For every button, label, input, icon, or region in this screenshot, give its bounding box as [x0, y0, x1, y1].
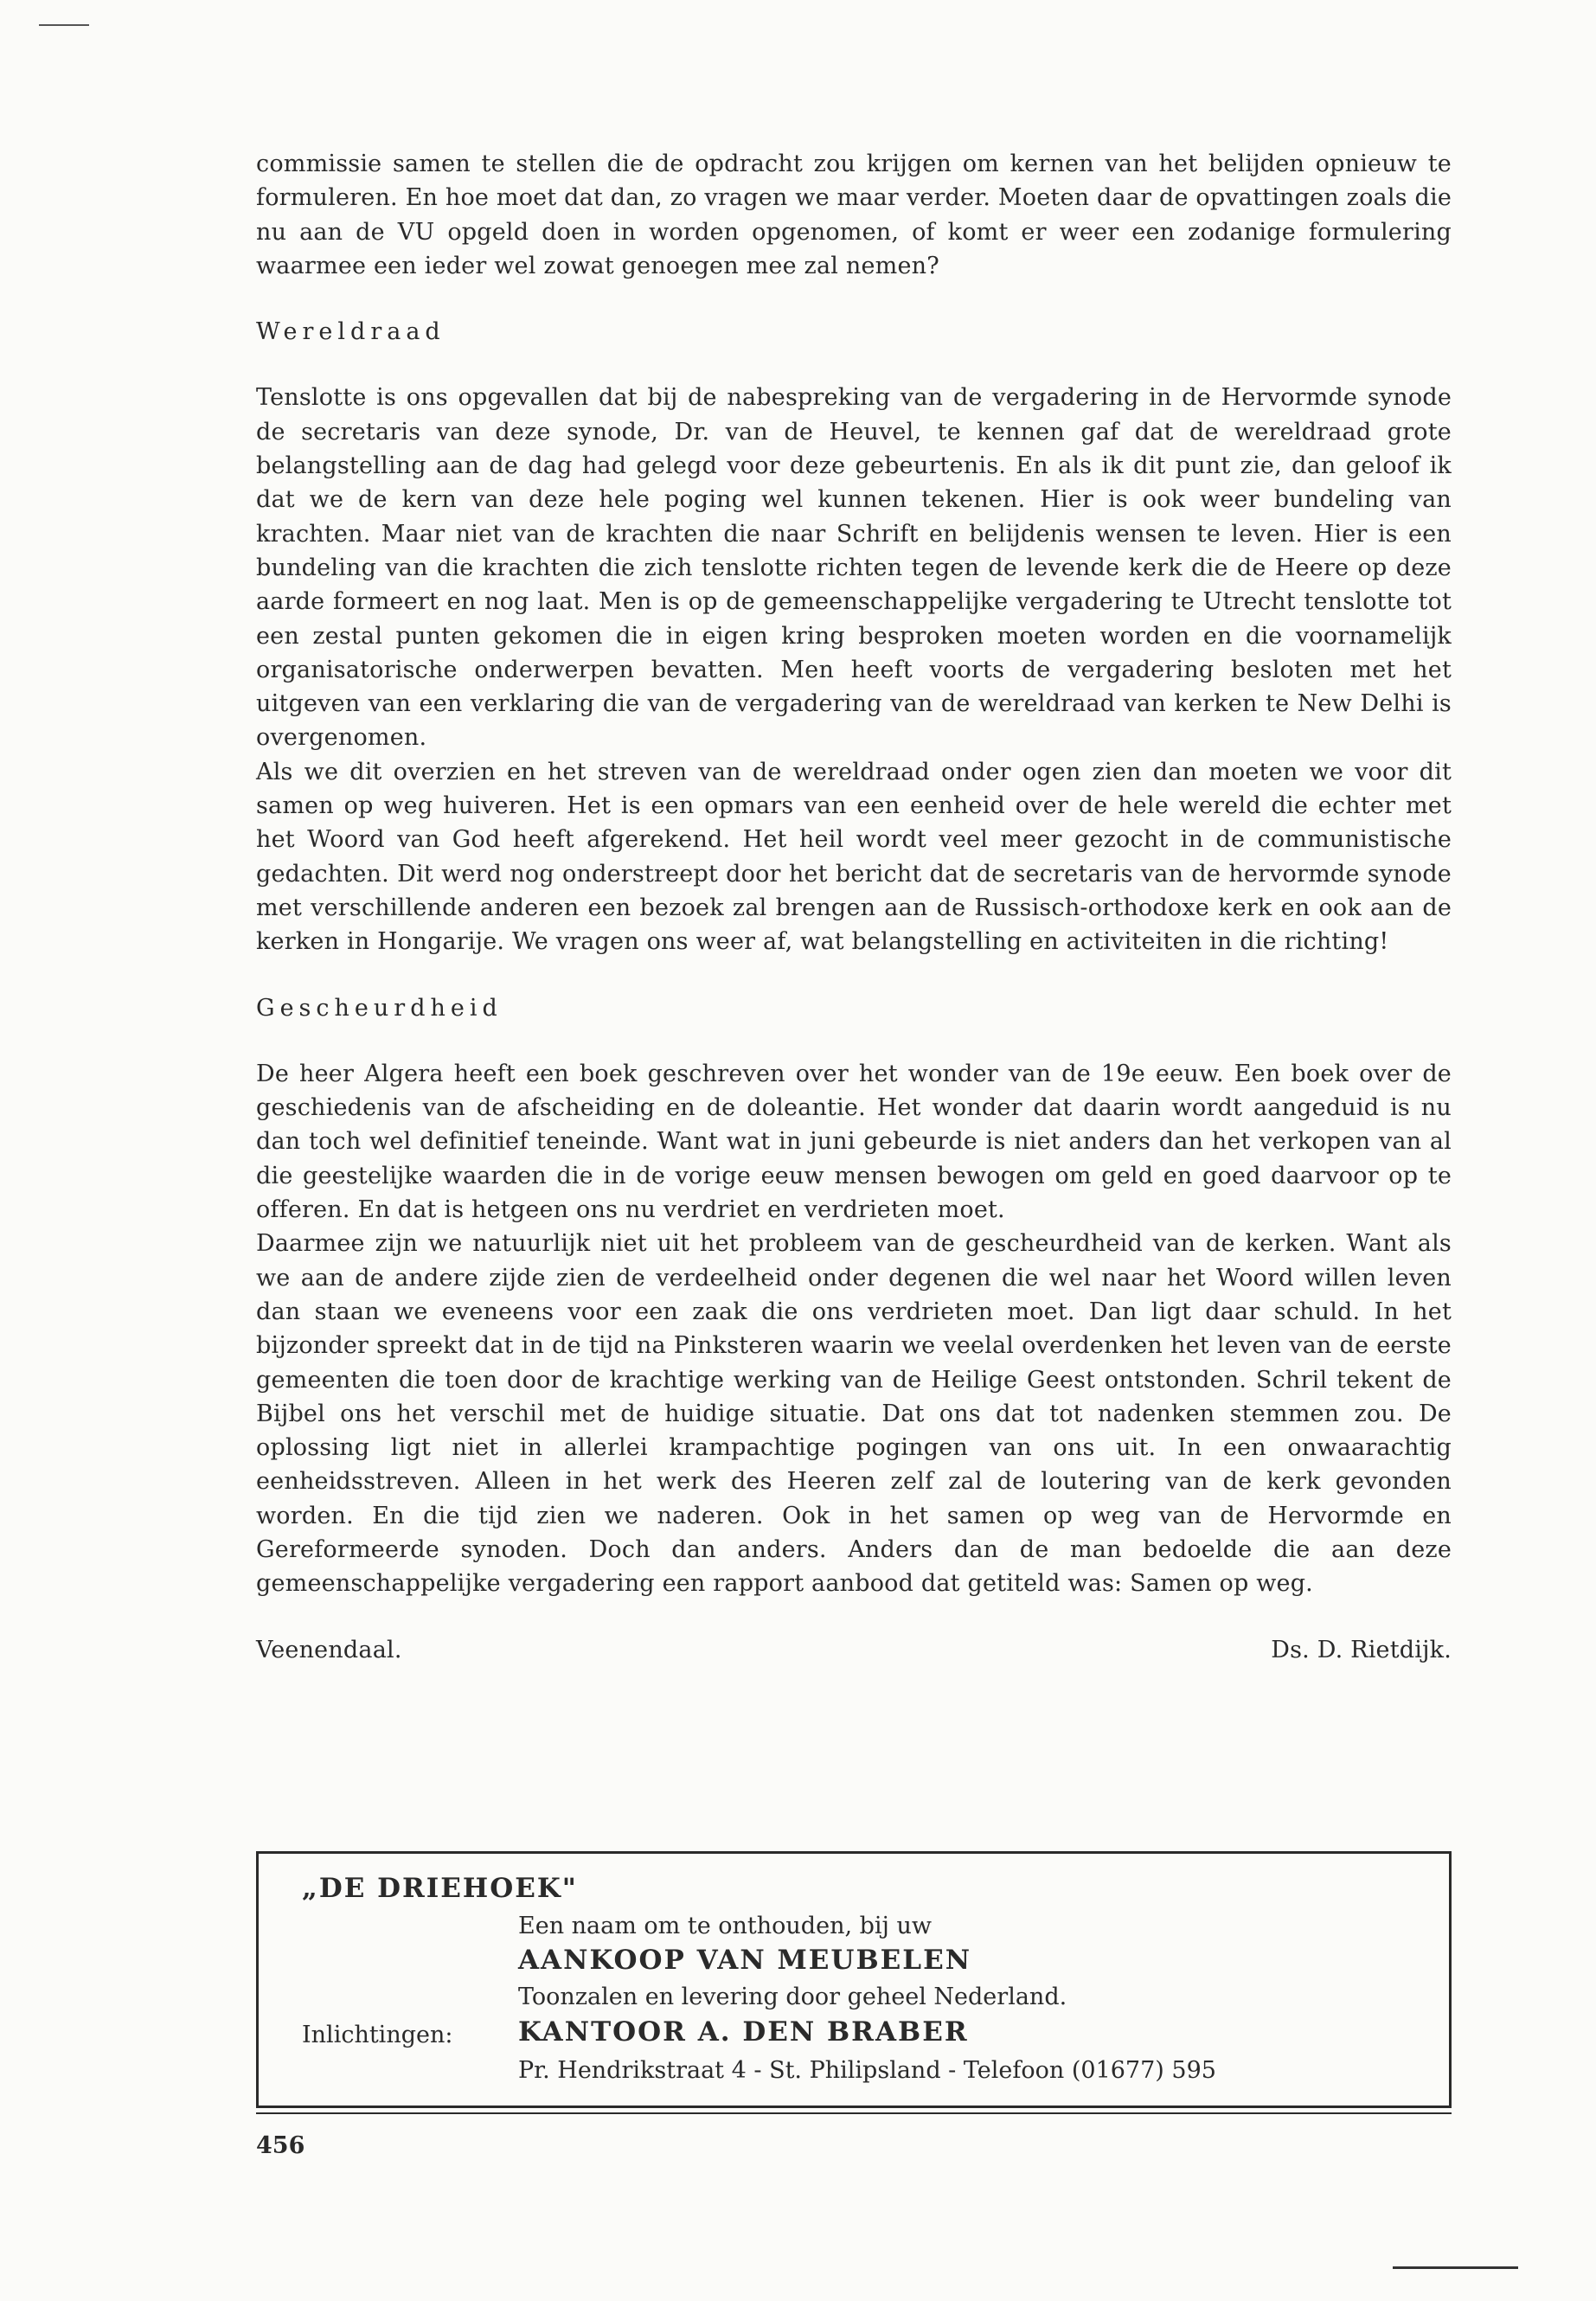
ad-company-name: „DE DRIEHOEK" — [302, 1873, 578, 1904]
page-number: 456 — [256, 2132, 305, 2159]
ad-tagline: Een naam om te onthouden, bij uw — [518, 1913, 932, 1939]
section-heading-gescheurdheid: Gescheurdheid — [256, 994, 503, 1022]
section-heading-wereldraad: Wereldraad — [256, 318, 445, 346]
ad-subline: Toonzalen en levering door geheel Nederland. — [518, 1984, 1067, 2010]
gescheurdheid-paragraph-1: De heer Algera heeft een boek geschreven over het wonder van de 19e eeuw. Een boek over de geschiedenis van de afscheiding en de doleantie. Het wonder dat daarin wordt aangeduid is nu dan toch wel definitief teneinde. Want wat in juni gebeurde is niet anders dan het verkopen van al die geestelijke waarden die in de vorige eeuw mensen bewogen om geld en goed daarvoor op te offeren. En dat is hetgeen ons nu verdriet en verdrieten moet. — [256, 1060, 1452, 1224]
bottom-scan-rule — [1393, 2266, 1518, 2269]
gescheurdheid-paragraph-2: Daarmee zijn we natuurlijk niet uit het probleem van de gescheurdheid van de kerken. Want als we aan de andere zijde zien de verdeelheid onder degenen die wel naar het Woord willen leven dan staan we eveneens voor een zaak die ons verdrieten moet. Dan ligt daar schuld. In het bijzonder spreekt dat in de tijd na Pinksteren waarin we veelal overdenken het leven van de eerste gemeenten die toen door de krachtige werking van de Heilige Geest ontstonden. Schril tekent de Bijbel ons het verschil met de huidige situatie. Dat ons dat tot nadenken stemmen zou. De oplossing ligt niet in allerlei krampachtige pogingen van ons uit. In een onwaarachtig eenheidsstreven. Alleen in het werk des Heeren zelf zal de loutering van de kerk gevonden worden. En die tijd zien we naderen. Ook in het samen op weg van de Hervormde en Gereformeerde synoden. Doch dan anders. Anders dan de man bedoelde die aan deze gemeenschappelijke vergadering een rapport aanbood dat getiteld was: Samen op weg. — [256, 1230, 1452, 1598]
signature-line — [256, 1633, 1452, 1667]
wereldraad-paragraph-1: Tenslotte is ons opgevallen dat bij de nabespreking van de vergadering in de Hervormde synode de secretaris van deze synode, Dr. van de Heuvel, te kennen gaf dat de wereldraad grote belangstelling aan de dag had gelegd voor deze gebeurtenis. En als ik dit punt zie, dan geloof ik dat we de kern van deze hele poging wel kunnen tekenen. Hier is ook weer bundeling van krachten. Maar niet van de krachten die naar Schrift en belijdenis wensen te leven. Hier is een bundeling van die krachten die zich tenslotte richten tegen de levende kerk die de Heere op deze aarde formeert en nog laat. Men is op de gemeenschappelijke vergadering te Utrecht tenslotte tot een zestal punten gekomen die in eigen kring besproken moeten worden en die voornamelijk organisatorische onderwerpen bevatten. Men heeft voorts de vergadering besloten met het uitgeven van een verklaring die van de vergadering van de wereldraad van kerken te New Delhi is overgenomen. — [256, 384, 1452, 752]
article-body — [256, 147, 1452, 1667]
intro-paragraph: commissie samen te stellen die de opdracht zou krijgen om kernen van het belijden opnieuw te formuleren. En hoe moet dat dan, zo vragen we maar verder. Moeten daar de opvattingen zoals die nu aan de VU opgeld doen in worden opgenomen, of komt er weer een zodanige formulering waarmee een ieder wel zowat genoegen mee zal nemen? — [256, 151, 1452, 279]
advertisement-box — [256, 1851, 1452, 2108]
ad-address: Pr. Hendrikstraat 4 - St. Philipsland - Telefoon (01677) 595 — [518, 2057, 1216, 2084]
wereldraad-paragraph-2: Als we dit overzien en het streven van de wereldraad onder ogen zien dan moeten we voor dit samen op weg huiveren. Het is een opmars van een eenheid over de hele wereld die echter met het Woord van God heeft afgerekend. Het heil wordt veel meer gezocht in de communistische gedachten. Dit werd nog onderstreept door het bericht dat de secretaris van de hervormde synode met verschillende anderen een bezoek zal brengen aan de Russisch-orthodoxe kerk en ook aan de kerken in Hongarije. We vragen ons weer af, wat belangstelling en activiteiten in die richting! — [256, 758, 1452, 956]
place-name: Veenendaal. — [256, 1636, 402, 1663]
ad-info-label: Inlichtingen: — [302, 2022, 453, 2048]
author-name: Ds. D. Rietdijk. — [1271, 1636, 1452, 1663]
corner-scan-mark — [39, 24, 89, 26]
ad-office-name: KANTOOR A. DEN BRABER — [518, 2016, 969, 2048]
ad-headline: AANKOOP VAN MEUBELEN — [518, 1945, 972, 1976]
